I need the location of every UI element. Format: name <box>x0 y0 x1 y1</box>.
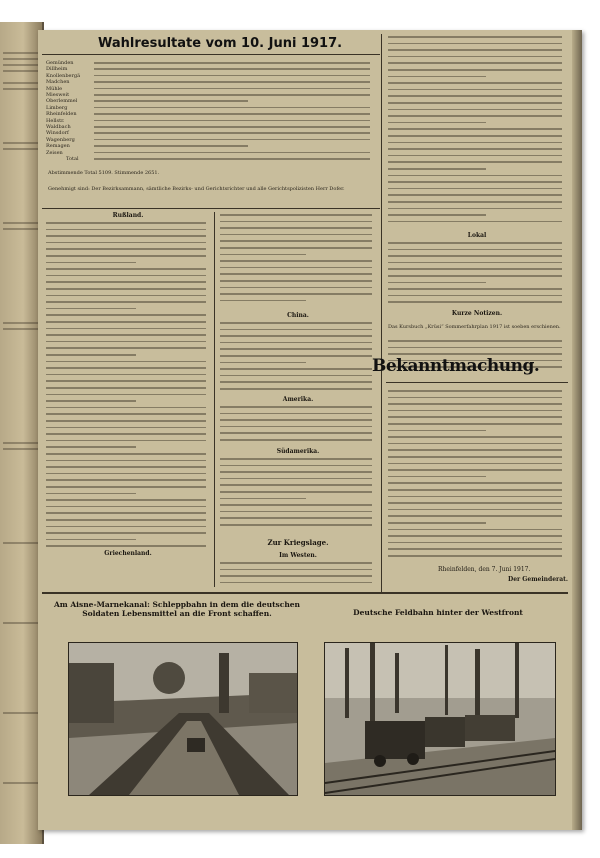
text-line <box>388 109 562 111</box>
column-right <box>386 34 568 374</box>
text-line <box>46 268 206 270</box>
news-item-kursbuch: Das Kursbuch „Krüsi“ Sommerfahrplan 1917 ist soeben erschienen. <box>388 324 561 330</box>
text-line <box>220 426 372 428</box>
text-line <box>46 394 206 396</box>
text-line <box>388 82 562 84</box>
table-row-label: Mühle <box>46 85 63 92</box>
text-line <box>94 62 370 64</box>
text-line <box>388 221 562 223</box>
text-line <box>388 482 562 484</box>
text-line <box>46 308 136 310</box>
table-row-label: Rheinfelden <box>46 111 77 118</box>
text-line <box>388 436 562 438</box>
text-line <box>388 476 486 478</box>
text-line <box>46 235 206 237</box>
text-line <box>46 506 206 508</box>
text-line <box>220 300 306 302</box>
text-line <box>388 214 486 216</box>
text-line <box>388 529 562 531</box>
text-line <box>46 321 206 323</box>
text-line <box>388 443 562 445</box>
text-line <box>46 288 206 290</box>
table-note: Genehmigt sind: Der Bezirksammann, sämtliche Bezirks- und Gerichtsrichter und alle Gerichtspolizisten Herr Dofer. <box>48 186 345 192</box>
text-line <box>220 375 372 377</box>
text-line <box>46 314 206 316</box>
text-line <box>46 354 136 356</box>
section-heading: Rußland. <box>112 212 144 219</box>
text-line <box>220 432 372 434</box>
column-middle <box>218 212 378 587</box>
section-heading: Kurze Notizen. <box>451 310 503 317</box>
text-line <box>220 221 372 223</box>
text-line <box>388 128 562 130</box>
table-row-label: Oberlemmel <box>46 98 78 105</box>
text-line <box>388 249 562 251</box>
section-heading: Griechenland. <box>104 550 152 557</box>
text-line <box>94 113 370 115</box>
table-row-label: Knollenbergä <box>46 72 81 79</box>
text-line <box>388 423 562 425</box>
text-line <box>388 142 562 144</box>
photo-caption-left: Am Aisne-Marnekanal: Schleppbahn in dem die deutschen Soldaten Lebensmittel an die Front schaffen. <box>53 600 301 618</box>
page-edge-shadow <box>572 30 582 830</box>
section-heading: Lokal <box>467 232 487 239</box>
text-line <box>388 555 562 557</box>
text-line <box>220 234 372 236</box>
text-line <box>388 181 562 183</box>
text-line <box>220 240 372 242</box>
photo-field-railway-image <box>325 643 555 795</box>
text-line <box>220 498 306 500</box>
text-line <box>94 100 248 102</box>
table-row-label: Waldbach <box>46 124 71 131</box>
text-line <box>46 526 206 528</box>
text-line <box>46 281 206 283</box>
text-line <box>388 62 562 64</box>
text-line <box>46 407 206 409</box>
column-rule <box>381 34 382 594</box>
text-line <box>46 222 206 224</box>
text-line <box>388 535 562 537</box>
text-line <box>220 227 372 229</box>
text-line <box>220 247 372 249</box>
text-line <box>46 242 206 244</box>
section-heading: Amerika. <box>282 396 314 403</box>
text-line <box>46 262 136 264</box>
text-line <box>388 489 562 491</box>
text-line <box>220 254 306 256</box>
text-line <box>94 81 370 83</box>
text-line <box>46 420 206 422</box>
text-line <box>388 456 562 458</box>
text-line <box>220 569 372 571</box>
text-line <box>220 381 372 383</box>
notice-signatory: Der Gemeinderat. <box>508 576 568 583</box>
table-row-label: Winsdorf <box>46 130 69 137</box>
table-row-label: Hellstr. <box>46 117 65 124</box>
text-line <box>388 135 562 137</box>
text-line <box>46 301 206 303</box>
text-line <box>388 194 562 196</box>
text-line <box>388 390 562 392</box>
text-line <box>220 293 372 295</box>
text-line <box>94 107 370 109</box>
section-heading: China. <box>287 312 309 319</box>
text-line <box>388 201 562 203</box>
text-line <box>388 175 562 177</box>
text-line <box>220 267 372 269</box>
text-line <box>220 524 372 526</box>
text-line <box>220 368 372 370</box>
text-line <box>220 504 372 506</box>
text-line <box>220 362 306 364</box>
text-line <box>220 478 372 480</box>
text-line <box>388 288 562 290</box>
text-line <box>388 115 562 117</box>
text-line <box>46 367 206 369</box>
photo-canal-railway <box>68 642 298 796</box>
text-line <box>388 522 486 524</box>
section-heading: Zur Kriegslage. <box>267 538 329 547</box>
text-line <box>220 280 372 282</box>
section-heading: Südamerika. <box>276 448 320 455</box>
text-line <box>388 463 562 465</box>
text-line <box>220 458 372 460</box>
text-line <box>220 582 372 584</box>
text-line <box>46 341 206 343</box>
text-line <box>388 416 562 418</box>
text-line <box>388 208 562 210</box>
text-line <box>388 102 562 104</box>
text-line <box>220 355 372 357</box>
text-line <box>46 466 206 468</box>
text-line <box>94 68 370 70</box>
text-line <box>388 89 562 91</box>
text-line <box>388 168 486 170</box>
text-line <box>388 469 562 471</box>
text-line <box>46 387 206 389</box>
text-line <box>388 255 562 257</box>
text-line <box>46 361 206 363</box>
text-line <box>388 340 562 342</box>
text-line <box>94 94 370 96</box>
text-line <box>220 419 372 421</box>
table-row-label: Madchen <box>46 79 70 86</box>
photo-canal-railway-image <box>69 643 297 795</box>
text-line <box>388 542 562 544</box>
text-line <box>388 56 562 58</box>
text-line <box>220 260 372 262</box>
text-line <box>46 479 206 481</box>
text-line <box>46 532 206 534</box>
text-line <box>220 329 372 331</box>
text-line <box>94 132 370 134</box>
text-line <box>46 446 136 448</box>
text-line <box>46 295 206 297</box>
text-line <box>220 575 372 577</box>
text-line <box>220 465 372 467</box>
text-line <box>46 519 206 521</box>
notice-body <box>386 388 568 578</box>
table-row-label: Dillheim <box>46 66 68 73</box>
text-line <box>388 548 562 550</box>
text-line <box>388 295 562 297</box>
notice-heading: Bekanntmachung. <box>372 356 540 376</box>
text-line <box>388 43 562 45</box>
text-line <box>94 75 370 77</box>
text-line <box>220 388 372 390</box>
text-line <box>388 76 486 78</box>
text-line <box>46 229 206 231</box>
table-totals: Abstimmende Total 5109. Stimmende 2651. <box>48 170 160 176</box>
text-line <box>388 430 486 432</box>
text-line <box>220 214 372 216</box>
text-line <box>46 486 206 488</box>
text-line <box>388 155 562 157</box>
page-title: Wahlresultate vom 10. Juni 1917. <box>98 36 343 51</box>
text-line <box>388 242 562 244</box>
text-line <box>220 511 372 513</box>
text-line <box>46 413 206 415</box>
text-line <box>388 449 562 451</box>
text-line <box>94 120 370 122</box>
text-line <box>388 515 562 517</box>
newspaper-page <box>38 30 582 830</box>
text-line <box>46 427 206 429</box>
text-line <box>46 347 206 349</box>
text-line <box>220 335 372 337</box>
column-rule <box>214 212 215 587</box>
text-line <box>46 255 206 257</box>
text-line <box>388 148 562 150</box>
text-line <box>46 460 206 462</box>
text-line <box>46 334 206 336</box>
text-line <box>94 145 248 147</box>
text-line <box>388 122 486 124</box>
table-row-label: Remagen <box>46 143 70 150</box>
table-row-label: Zeisen <box>46 149 63 156</box>
text-line <box>388 502 562 504</box>
text-line <box>94 158 370 160</box>
text-line <box>220 322 372 324</box>
text-line <box>388 403 562 405</box>
text-line <box>388 188 562 190</box>
table-row-label: Miesweit <box>46 92 70 99</box>
photo-caption-right: Deutsche Feldbahn hinter der Westfront <box>353 608 523 617</box>
photo-section-rule <box>42 592 568 594</box>
text-line <box>94 152 370 154</box>
text-line <box>220 413 372 415</box>
notice-place-date: Rheinfelden, den 7. Juni 1917. <box>438 566 531 573</box>
text-line <box>388 268 562 270</box>
text-line <box>388 262 562 264</box>
text-line <box>388 36 562 38</box>
table-row-label: Gemünden <box>46 60 74 66</box>
text-line <box>46 248 206 250</box>
text-line <box>46 499 206 501</box>
text-line <box>220 348 372 350</box>
text-line <box>46 545 206 547</box>
text-line <box>220 491 372 493</box>
text-line <box>94 88 370 90</box>
table-row-label: Wagenberg <box>46 136 75 143</box>
text-line <box>46 400 136 402</box>
table-row-label: Total <box>66 156 79 163</box>
text-line <box>388 161 562 163</box>
text-line <box>220 562 372 564</box>
text-line <box>220 287 372 289</box>
text-line <box>388 353 562 355</box>
text-line <box>46 328 206 330</box>
text-line <box>46 433 206 435</box>
text-line <box>388 397 562 399</box>
header-rule <box>42 54 380 55</box>
text-line <box>388 95 562 97</box>
table-row-label: Limberg <box>46 104 68 111</box>
column-left <box>44 212 212 587</box>
photo-field-railway <box>324 642 556 796</box>
text-line <box>46 493 136 495</box>
text-line <box>46 275 206 277</box>
text-line <box>220 273 372 275</box>
text-line <box>46 512 206 514</box>
text-line <box>220 471 372 473</box>
text-line <box>46 453 206 455</box>
text-line <box>46 473 206 475</box>
text-line <box>388 282 486 284</box>
section-heading: Im Westen. <box>279 552 317 559</box>
table-rule <box>42 208 380 209</box>
text-line <box>388 69 562 71</box>
text-line <box>388 410 562 412</box>
text-line <box>388 347 562 349</box>
text-line <box>94 126 370 128</box>
text-line <box>94 139 370 141</box>
text-line <box>46 440 206 442</box>
text-line <box>220 517 372 519</box>
text-line <box>46 380 206 382</box>
text-line <box>388 49 562 51</box>
text-line <box>46 539 136 541</box>
text-line <box>388 275 562 277</box>
text-line <box>388 301 562 303</box>
notice-rule <box>386 382 568 383</box>
text-line <box>388 509 562 511</box>
text-line <box>220 406 372 408</box>
text-line <box>220 342 372 344</box>
text-line <box>46 374 206 376</box>
text-line <box>220 484 372 486</box>
text-line <box>220 439 372 441</box>
text-line <box>388 496 562 498</box>
